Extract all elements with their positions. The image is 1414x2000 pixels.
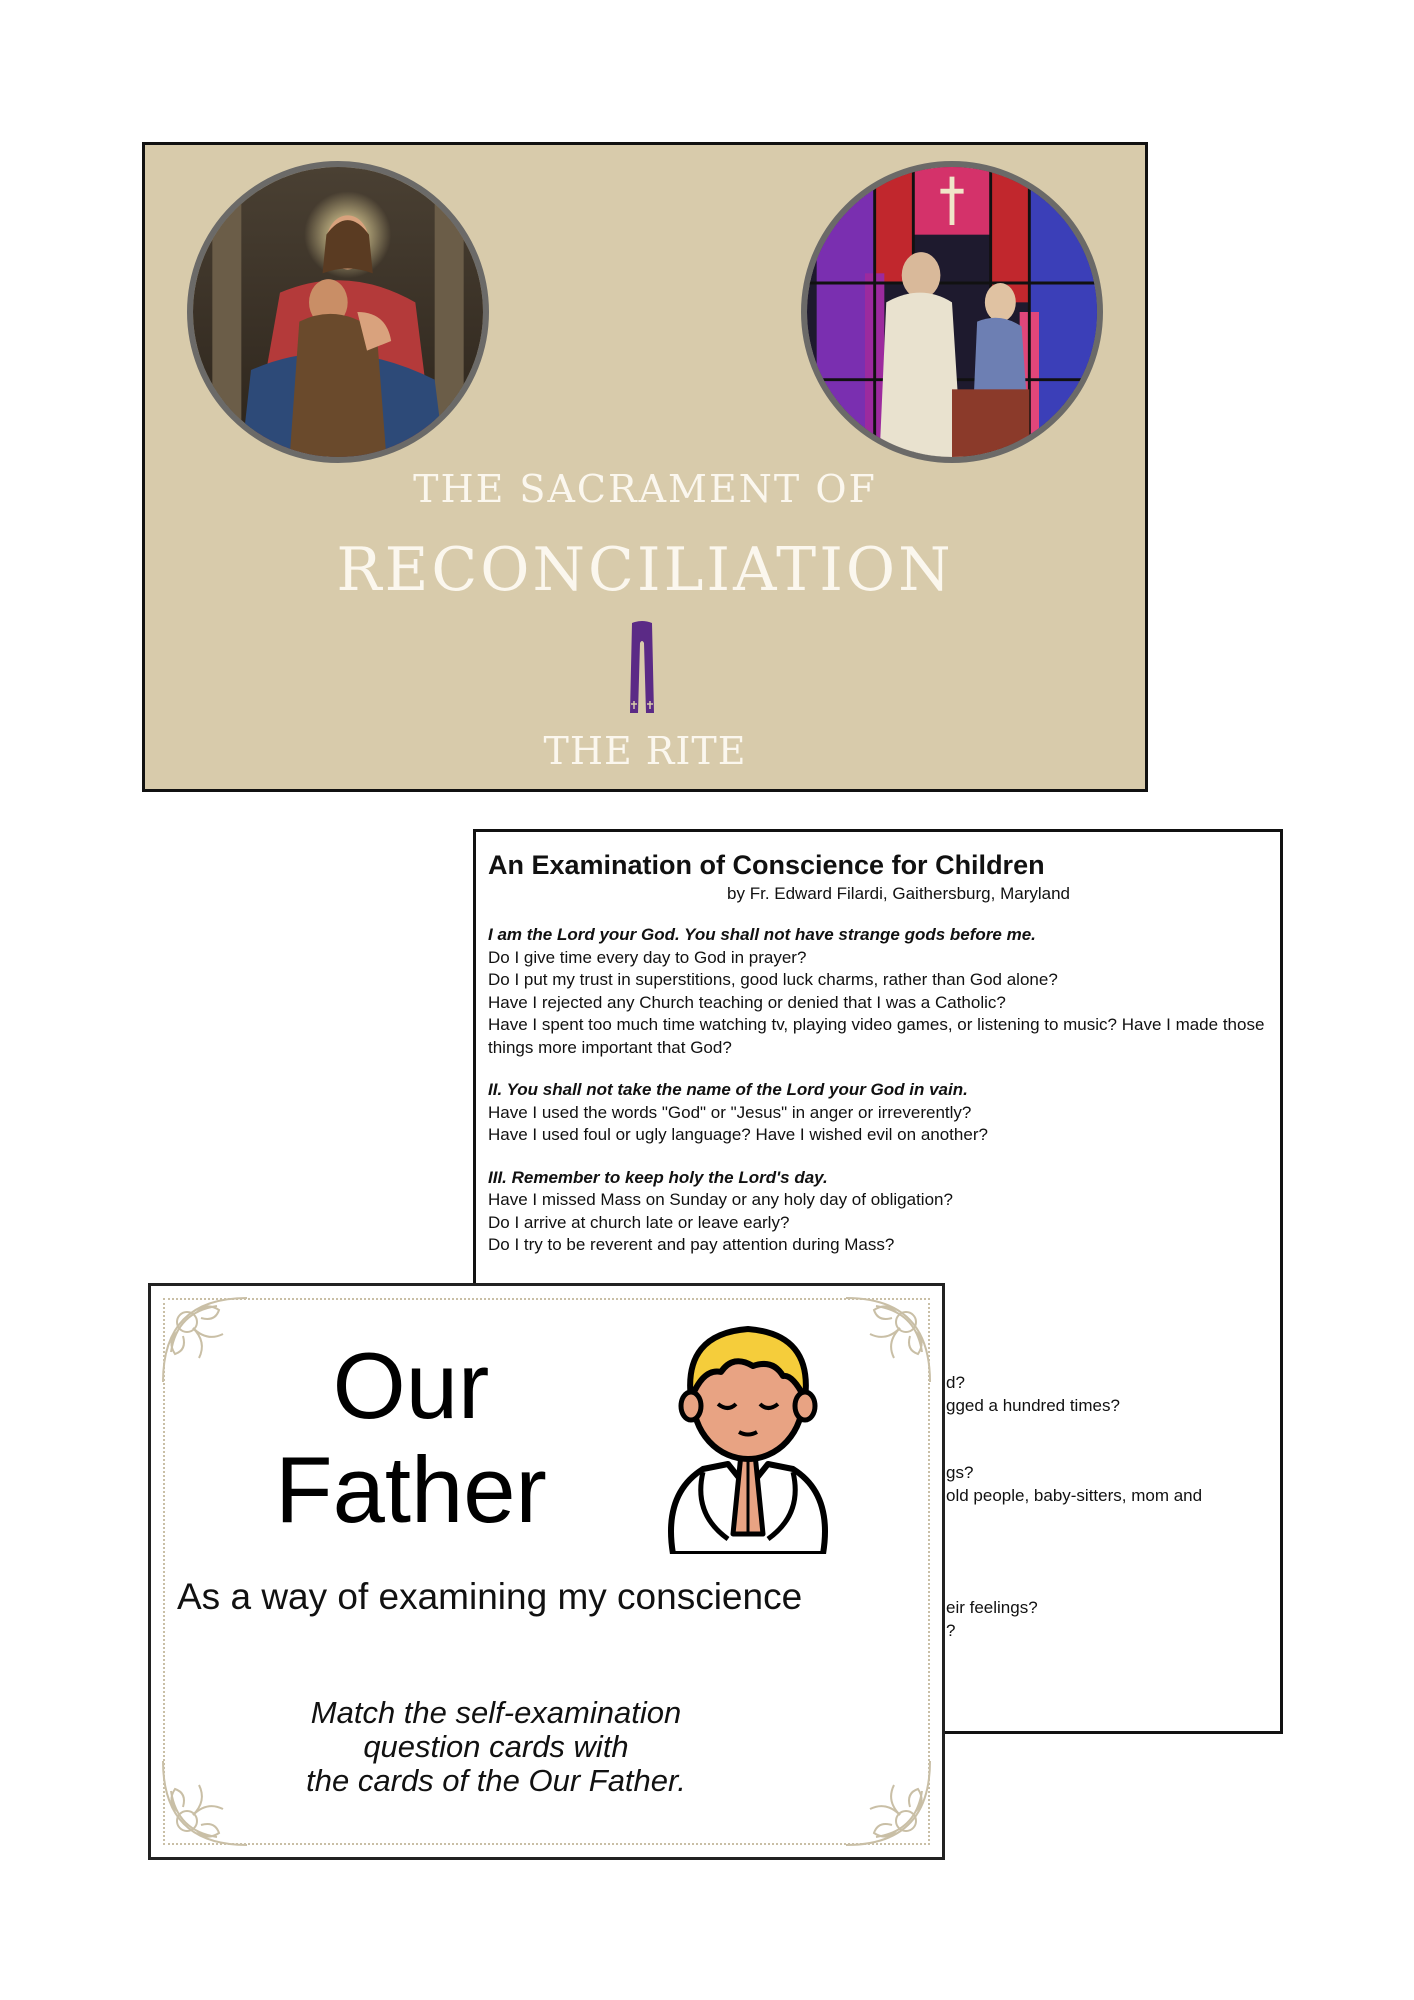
commandment-heading: I am the Lord your God. You shall not have strange gods before me. (488, 925, 1036, 944)
partially-hidden-text (946, 1372, 1276, 1642)
our-father-subtitle: As a way of examining my conscience (177, 1576, 803, 1617)
examination-question: Have I used foul or ugly language? Have I wished evil on another? (488, 1125, 988, 1144)
title-line: Father (275, 1437, 547, 1542)
corner-ornament-icon (157, 1755, 253, 1851)
examination-question: Have I spent too much time watching tv, playing video games, or listening to music? Have I made those things more important that God? (488, 1015, 1265, 1057)
examination-author: by Fr. Edward Filardi, Gaithersburg, Maryland (727, 884, 1070, 903)
text-fragment: eir feelings? (946, 1598, 1038, 1617)
title-line: Our (332, 1333, 490, 1438)
text-fragment: old people, baby-sitters, mom and (946, 1485, 1203, 1505)
our-father-card (148, 1283, 945, 1860)
examination-title: An Examination of Conscience for Children (488, 850, 1045, 880)
painting-image (193, 167, 483, 457)
commandment-section-2 (488, 1079, 1270, 1147)
the-rite-label: THE RITE (543, 729, 747, 773)
instruction-line: Match the self-examination (310, 1695, 682, 1730)
our-father-title (211, 1334, 611, 1542)
text-fragment: ? (946, 1620, 956, 1640)
sacrament-of-label: THE SACRAMENT OF (413, 467, 877, 511)
commandment-heading: III. Remember to keep holy the Lord's day. (488, 1167, 828, 1187)
instruction-line: the cards of the Our Father. (306, 1763, 686, 1798)
stained-glass-image (807, 167, 1097, 457)
reconciliation-card (142, 142, 1148, 792)
examination-question: Have I rejected any Church teaching or denied that I was a Catholic? (488, 992, 1006, 1012)
examination-question: Have I missed Mass on Sunday or any holy day of obligation? (488, 1190, 953, 1209)
praying-child-icon (633, 1304, 863, 1554)
commandment-section-1 (488, 924, 1270, 1059)
jesus-embrace-painting (187, 161, 489, 463)
examination-question: Do I give time every day to God in prayer? (488, 947, 807, 967)
corner-ornament-icon (840, 1755, 936, 1851)
text-fragment: d? (946, 1373, 965, 1392)
reconciliation-title: RECONCILIATION (336, 535, 954, 605)
commandment-section-3 (488, 1167, 1270, 1257)
examination-question: Have I used the words "God" or "Jesus" in anger or irreverently? (488, 1102, 972, 1122)
examination-question: Do I arrive at church late or leave early? (488, 1212, 790, 1232)
text-fragment: gged a hundred times? (946, 1395, 1120, 1415)
text-fragment: gs? (946, 1463, 974, 1482)
examination-question: Do I put my trust in superstitions, good luck charms, rather than God alone? (488, 970, 1058, 989)
matching-instructions (261, 1696, 731, 1798)
examination-question: Do I try to be reverent and pay attention during Mass? (488, 1235, 895, 1254)
commandment-heading: II. You shall not take the name of the Lord your God in vain. (488, 1080, 968, 1099)
instruction-line: question cards with (363, 1729, 629, 1764)
confession-stained-glass (801, 161, 1103, 463)
purple-stole-icon (620, 621, 664, 715)
